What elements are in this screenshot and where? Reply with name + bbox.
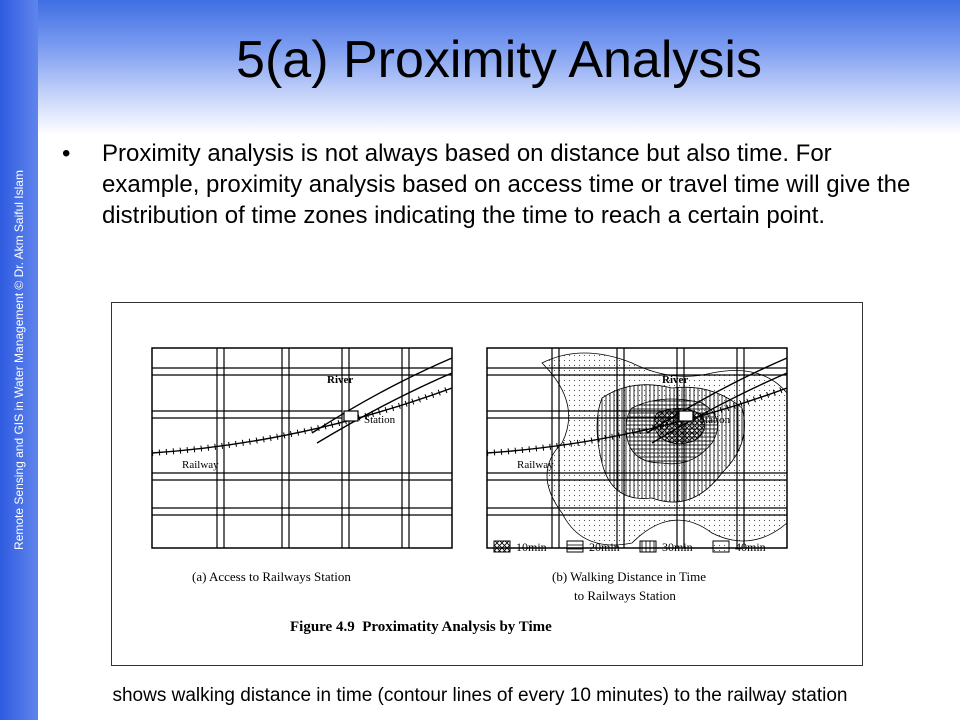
legend-label-30: 30min xyxy=(662,540,693,554)
figure-title: Figure 4.9 Proximatity Analysis by Time xyxy=(290,619,552,635)
figure-image xyxy=(111,302,863,666)
map-b xyxy=(487,348,787,548)
figure-svg xyxy=(112,303,862,665)
map-b-river-label: River xyxy=(662,374,689,386)
map-b-railway-label: Railway xyxy=(517,459,554,471)
map-a-railway-label: Railway xyxy=(182,459,219,471)
map-a-caption: (a) Access to Railways Station xyxy=(192,569,351,584)
side-bar xyxy=(0,0,38,720)
legend-label-20: 20min xyxy=(589,540,620,554)
map-b-caption-line2: to Railways Station xyxy=(574,588,676,603)
legend-label-40: 40min xyxy=(735,540,766,554)
legend-swatch-20 xyxy=(567,541,583,552)
legend-label-10: 10min xyxy=(516,540,547,554)
map-a-station-label: Station xyxy=(364,414,396,426)
legend-swatch-10 xyxy=(494,541,510,552)
map-b-caption-line1: (b) Walking Distance in Time xyxy=(552,569,706,584)
slide-title: 5(a) Proximity Analysis xyxy=(236,31,762,89)
legend-swatch-30 xyxy=(640,541,656,552)
map-b-station-label: Station xyxy=(699,414,731,426)
slide-caption: shows walking distance in time (contour lines of every 10 minutes) to the railway station xyxy=(112,685,848,706)
bullet-dot-icon: • xyxy=(62,140,71,167)
side-note: Remote Sensing and GIS in Water Management © Dr. Akm Saiful Islam xyxy=(12,170,26,550)
map-a-river-label: River xyxy=(327,374,354,386)
map-a xyxy=(152,348,452,548)
bullet-text: Proximity analysis is not always based on distance but also time. For example, proximity analysis based on access time or travel time will give the distribution of time zones indicating the time to reach a certain point. xyxy=(102,140,911,229)
legend-swatch-40 xyxy=(713,541,729,552)
